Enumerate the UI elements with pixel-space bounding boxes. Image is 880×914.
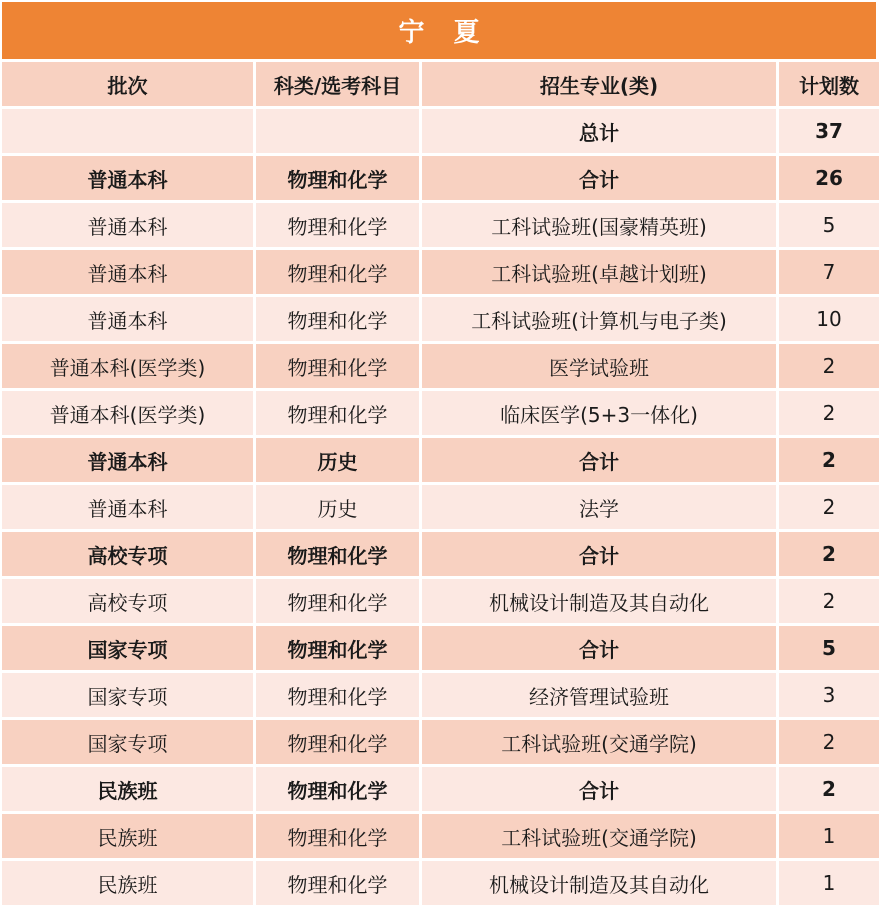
cell-batch: 普通本科 — [2, 438, 253, 482]
cell-subject: 物理和化学 — [256, 203, 419, 247]
cell-major: 总计 — [422, 109, 776, 153]
cell-plan: 37 — [779, 109, 879, 153]
table-row — [2, 250, 879, 294]
cell-plan: 2 — [779, 391, 879, 435]
cell-major: 机械设计制造及其自动化 — [422, 861, 776, 905]
header-plan: 计划数 — [779, 62, 879, 106]
table-row — [2, 579, 879, 623]
table-row — [2, 814, 879, 858]
cell-subject: 物理和化学 — [256, 579, 419, 623]
cell-plan: 7 — [779, 250, 879, 294]
cell-plan: 26 — [779, 156, 879, 200]
cell-subject: 物理和化学 — [256, 673, 419, 717]
table-row — [2, 720, 879, 764]
cell-batch: 民族班 — [2, 767, 253, 811]
cell-batch: 普通本科 — [2, 485, 253, 529]
cell-major: 工科试验班(交通学院) — [422, 814, 776, 858]
cell-major: 医学试验班 — [422, 344, 776, 388]
cell-plan: 3 — [779, 673, 879, 717]
table-body — [2, 109, 879, 905]
subtotal-row — [2, 532, 879, 576]
cell-major: 合计 — [422, 767, 776, 811]
cell-batch: 民族班 — [2, 861, 253, 905]
table-row — [2, 485, 879, 529]
cell-plan: 2 — [779, 344, 879, 388]
cell-subject: 物理和化学 — [256, 297, 419, 341]
cell-plan: 1 — [779, 861, 879, 905]
cell-subject: 物理和化学 — [256, 814, 419, 858]
cell-batch: 普通本科 — [2, 297, 253, 341]
cell-subject: 物理和化学 — [256, 532, 419, 576]
table-row — [2, 297, 879, 341]
cell-batch: 普通本科 — [2, 250, 253, 294]
cell-plan: 1 — [779, 814, 879, 858]
cell-plan: 2 — [779, 532, 879, 576]
cell-major: 合计 — [422, 626, 776, 670]
subtotal-row — [2, 438, 879, 482]
table-header-row — [2, 62, 879, 106]
cell-major: 工科试验班(交通学院) — [422, 720, 776, 764]
cell-subject: 物理和化学 — [256, 156, 419, 200]
cell-subject: 历史 — [256, 438, 419, 482]
cell-subject: 物理和化学 — [256, 767, 419, 811]
cell-subject: 物理和化学 — [256, 344, 419, 388]
header-subject: 科类/选考科目 — [256, 62, 419, 106]
cell-batch: 国家专项 — [2, 673, 253, 717]
cell-subject — [256, 109, 419, 153]
cell-subject: 物理和化学 — [256, 391, 419, 435]
region-title: 宁 夏 — [2, 2, 876, 59]
cell-major: 工科试验班(计算机与电子类) — [422, 297, 776, 341]
subtotal-row — [2, 109, 879, 153]
cell-batch: 民族班 — [2, 814, 253, 858]
table-row — [2, 203, 879, 247]
subtotal-row — [2, 626, 879, 670]
cell-batch: 国家专项 — [2, 626, 253, 670]
enrollment-plan-table — [0, 59, 880, 908]
cell-batch: 国家专项 — [2, 720, 253, 764]
cell-batch — [2, 109, 253, 153]
cell-batch: 高校专项 — [2, 579, 253, 623]
cell-plan: 2 — [779, 485, 879, 529]
cell-batch: 高校专项 — [2, 532, 253, 576]
cell-major: 工科试验班(国豪精英班) — [422, 203, 776, 247]
cell-plan: 5 — [779, 626, 879, 670]
cell-major: 法学 — [422, 485, 776, 529]
cell-plan: 2 — [779, 767, 879, 811]
subtotal-row — [2, 767, 879, 811]
cell-subject: 物理和化学 — [256, 720, 419, 764]
table-row — [2, 391, 879, 435]
table-row — [2, 673, 879, 717]
cell-subject: 物理和化学 — [256, 861, 419, 905]
cell-subject: 物理和化学 — [256, 250, 419, 294]
cell-batch: 普通本科 — [2, 203, 253, 247]
cell-plan: 2 — [779, 438, 879, 482]
cell-batch: 普通本科(医学类) — [2, 344, 253, 388]
cell-major: 机械设计制造及其自动化 — [422, 579, 776, 623]
enrollment-plan-sheet — [2, 2, 876, 908]
table-row — [2, 344, 879, 388]
cell-batch: 普通本科 — [2, 156, 253, 200]
cell-plan: 5 — [779, 203, 879, 247]
header-major: 招生专业(类) — [422, 62, 776, 106]
cell-major: 合计 — [422, 156, 776, 200]
subtotal-row — [2, 156, 879, 200]
table-row — [2, 861, 879, 905]
cell-major: 临床医学(5+3一体化) — [422, 391, 776, 435]
cell-major: 合计 — [422, 438, 776, 482]
cell-subject: 物理和化学 — [256, 626, 419, 670]
cell-batch: 普通本科(医学类) — [2, 391, 253, 435]
cell-major: 经济管理试验班 — [422, 673, 776, 717]
cell-plan: 2 — [779, 720, 879, 764]
cell-plan: 2 — [779, 579, 879, 623]
cell-major: 合计 — [422, 532, 776, 576]
cell-subject: 历史 — [256, 485, 419, 529]
cell-plan: 10 — [779, 297, 879, 341]
cell-major: 工科试验班(卓越计划班) — [422, 250, 776, 294]
header-batch: 批次 — [2, 62, 253, 106]
